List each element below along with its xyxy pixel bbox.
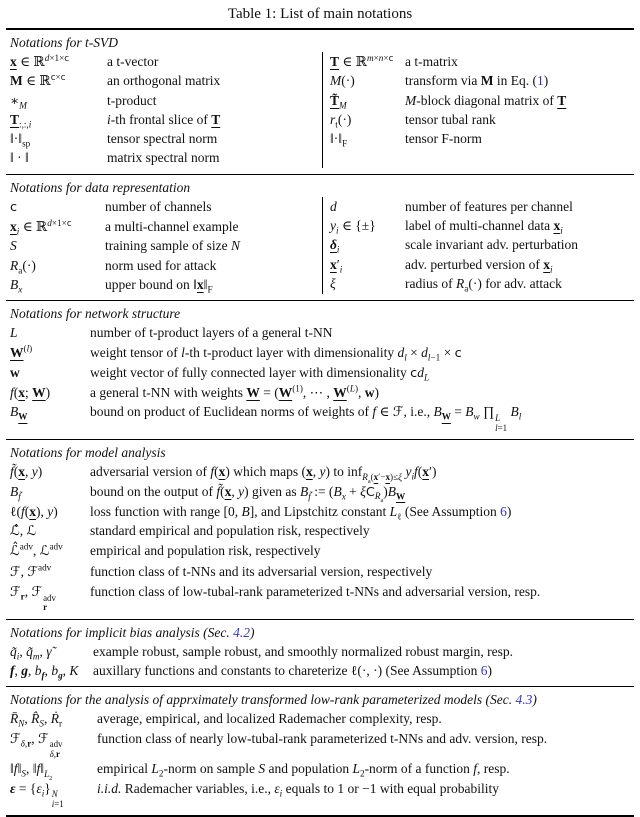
ref-link[interactable]: 4.3 (515, 692, 533, 708)
notation-row (10, 217, 322, 236)
notation-row (10, 402, 630, 433)
notation-description: scale invariant adv. perturbation (405, 237, 579, 253)
notation-symbol: f̃(x, y) (10, 464, 43, 480)
notation-row (10, 383, 630, 402)
column-left (10, 52, 322, 168)
notation-description: label of multi-channel data $x_i$ (405, 218, 563, 236)
notation-description: a multi-channel example (105, 219, 239, 235)
notation-symbol: $T̃_M$ (330, 92, 347, 111)
notation-row (10, 541, 630, 561)
notation-symbol: $‖\cdot‖_F$ (330, 131, 348, 149)
notation-row (10, 91, 322, 110)
section-columns (10, 197, 630, 294)
notation-symbol: ‖ · ‖ (10, 150, 29, 166)
section-rows (10, 462, 630, 613)
notation-symbol: $R̄_N$, $R̂_S$, Ṙ$_r$ (10, 711, 63, 729)
notation-row (10, 582, 630, 613)
notation-row (10, 502, 630, 521)
section-implicit-bias (6, 619, 634, 687)
notation-description: transform via M in Eq. (1) (405, 73, 549, 89)
ref-link[interactable]: 6 (480, 662, 488, 678)
notation-symbol: f, g, $b_f$, $b_g$, K (10, 662, 79, 681)
notation-row (330, 197, 630, 216)
notation-description: function class of low-tubal-rank parameterized t-NNs and adversarial version, resp. (90, 584, 541, 600)
notation-description: empirical and population risk, respectively (90, 543, 321, 559)
notation-symbol: S (10, 238, 17, 254)
notation-symbol: $x'_i$ (330, 256, 343, 275)
section-rows (10, 323, 630, 433)
notation-symbol: $R_a(\cdot)$ (10, 257, 36, 276)
notation-description: tensor spectral norm (107, 131, 218, 147)
notation-symbol: M ∈ ℝ$^{c\times c}$ (10, 71, 66, 89)
notation-row (10, 562, 630, 582)
notation-row (10, 779, 630, 810)
notation-description: number of channels (105, 198, 212, 214)
notation-row (330, 52, 630, 71)
notation-description: a t-vector (107, 54, 159, 69)
section-heading: Notations for t-SVD (10, 35, 119, 50)
notation-row (10, 462, 630, 485)
notation-row (10, 482, 630, 505)
notation-row (10, 256, 322, 275)
column-right (322, 197, 630, 294)
notation-description: M-block diagonal matrix of T (405, 92, 567, 108)
column-right (322, 52, 630, 168)
notation-row (10, 729, 630, 760)
notation-row (330, 255, 630, 274)
notation-row (10, 71, 322, 90)
notation-symbol: d (330, 198, 337, 214)
notation-symbol: x ∈ ℝ$^{d\times 1\times c}$ (10, 52, 70, 69)
notation-row (10, 275, 322, 294)
section-heading: Notations for implicit bias analysis (Sec. 4.2) (10, 624, 255, 640)
notation-symbol: T ∈ ℝ$^{m\times n\times c}$ (330, 52, 394, 69)
section-rows (10, 642, 630, 681)
notation-description: adversarial version of f(x) which maps (x, y) to inf$_{R_a(x'-x)\le\xi}$ $y_if(x')$ (90, 464, 437, 485)
notation-symbol: $∗_M$ (10, 92, 27, 111)
notation-description: weight vector of fully connected layer with dimensionality $cd_L$ (90, 364, 430, 383)
section-heading: Notations for model analysis (10, 445, 166, 461)
notation-symbol: ℱ$_{\delta,r}$, ℱ adv δ,r (10, 730, 63, 759)
notation-description: function class of t-NNs and its adversarial version, respectively (90, 563, 433, 579)
notation-description: empirical $L_2$-norm on sample S and population $L_2$-norm of a function f, resp. (97, 761, 510, 779)
table-caption: Table 1: List of main notations (227, 6, 413, 22)
notation-symbol: $‖f‖_S$, $‖f‖_{L_2}$ (10, 761, 53, 782)
section-t-svd (6, 30, 634, 174)
notation-row (330, 129, 630, 148)
notation-description: matrix spectral norm (107, 150, 220, 166)
notation-symbol: $\delta_i$ (330, 237, 340, 256)
notation-description: adv. perturbed version of $x_i$ (405, 256, 553, 275)
notation-row (10, 52, 322, 71)
notation-symbol: $\varepsilon = \{\varepsilon_i\}$ N i=1 (10, 780, 64, 809)
notation-description: loss function with range [0, B], and Lipstchitz constant $L_\ell$ (See Assumption 6) (90, 503, 512, 522)
section-low-rank-models (6, 686, 634, 815)
notation-symbol: ℱ$_r$, ℱ adv r (10, 584, 56, 613)
notation-row (10, 323, 630, 342)
notation-row (10, 709, 630, 728)
notation-symbol: $x_i$ ∈ ℝ$^{d\times 1\times c}$ (10, 217, 72, 237)
section-heading: Notations for network structure (10, 306, 181, 322)
notation-description: radius of $R_a(\cdot)$ for adv. attack (405, 275, 562, 294)
section-heading: Notations for data representation (10, 179, 191, 195)
notation-symbol: w (10, 364, 20, 380)
notation-description: number of t-product layers of a general t-NN (90, 325, 333, 341)
notation-description: upper bound on $‖x‖_F$ (105, 276, 213, 295)
notation-symbol: $B_W$ (10, 404, 28, 423)
section-data-representation (6, 174, 634, 300)
section-heading: Notations for the analysis of apprximately transformed low-rank parameterized models (Sec. 4.3) (10, 692, 537, 708)
notation-symbol: ℓ(f(x), y) (10, 503, 58, 519)
notation-row (10, 642, 630, 661)
column-left (10, 197, 322, 294)
notation-description: a t-matrix (405, 54, 458, 69)
notation-symbol: $B_{f̃}$ (10, 483, 21, 502)
notation-row (10, 521, 630, 541)
notation-row (330, 91, 630, 110)
notation-row (10, 661, 630, 680)
notation-description: i.i.d. Rademacher variables, i.e., $\varepsilon_i$ equals to 1 or −1 with equal probability (97, 780, 500, 799)
notation-row (10, 110, 322, 129)
notation-description: bound on product of Euclidean norms of weights of f ∈ ℱ, i.e., $B_W = B_w$ ∏ L l=1 $B_l$ (90, 404, 522, 433)
notation-symbol: $y_i$ ∈ {±} (330, 218, 376, 236)
notation-symbol: L (10, 325, 18, 341)
notation-symbol: ℒ̂$^{adv}$, ℒ$^{adv}$ (10, 541, 63, 560)
notation-description: example robust, sample robust, and smoothly normalized robust margin, resp. (93, 643, 514, 659)
section-model-analysis (6, 439, 634, 619)
notation-symbol: ℒ̂, ℒ (10, 523, 37, 540)
notation-symbol: $T_{:,:,i}$ (10, 111, 32, 130)
notation-row (330, 274, 630, 293)
section-network-structure (6, 300, 634, 439)
notation-row (10, 148, 322, 167)
notation-row (330, 110, 630, 129)
notation-symbol: ξ (330, 275, 336, 291)
section-rows (10, 709, 630, 809)
notation-symbol: ℱ, ℱ$^{adv}$ (10, 562, 52, 580)
notation-row (330, 216, 630, 235)
notation-symbol: $‖\cdot‖_{sp}$ (10, 131, 31, 149)
notation-description: norm used for attack (105, 257, 217, 273)
notation-description: average, empirical, and localized Rademacher complexity, resp. (97, 711, 442, 727)
notation-table (6, 28, 634, 817)
notation-row (10, 236, 322, 255)
ref-link[interactable]: 4.2 (233, 624, 250, 640)
notation-row (330, 235, 630, 254)
notation-description: an orthogonal matrix (107, 73, 221, 89)
notation-symbol: f(x; W) (10, 385, 51, 401)
notation-row (10, 343, 630, 363)
ref-link[interactable]: 6 (500, 503, 507, 519)
notation-row (330, 71, 630, 90)
ref-link[interactable]: 1 (536, 73, 544, 89)
notation-description: weight tensor of l-th t-product layer with dimensionality $d_l \times d_{l-1} \times c$ (90, 344, 462, 363)
notation-description: number of features per channel (405, 198, 573, 214)
notation-description: bound on the output of f̃(x, y) given as $B_{f̃}$ := $(B_x + \xi C_{R_a})B_W$ (90, 483, 406, 505)
notation-description: function class of nearly low-tubal-rank parameterized t-NNs and adv. version, resp. (97, 730, 548, 746)
notation-row (10, 197, 322, 217)
notation-description: t-product (107, 92, 157, 108)
notation-symbol: $q̃_i$, $q̃_m$, γ̃ (10, 643, 52, 662)
notation-symbol: $B_x$ (10, 276, 23, 295)
section-columns (10, 52, 630, 168)
notation-description: tensor F-norm (405, 131, 482, 147)
notation-symbol: M(·) (330, 73, 355, 89)
notation-description: i-th frontal slice of T (107, 111, 221, 127)
notation-symbol: $W^{(l)}$ (10, 343, 33, 360)
notation-row (10, 363, 630, 383)
notation-description: auxillary functions and constants to chareterize ℓ(·, ·) (See Assumption 6) (93, 662, 492, 678)
notation-description: training sample of size N (105, 238, 240, 254)
notation-row (10, 129, 322, 148)
notation-symbol: c (10, 199, 18, 215)
notation-description: tensor tubal rank (405, 111, 496, 127)
notation-description: a general t-NN with weights $W = (W^{(1)}$, ⋯ , $W^{(L)}$, w) (90, 383, 380, 401)
notation-row (10, 759, 630, 782)
notation-symbol: $r_t(\cdot)$ (330, 111, 352, 130)
notation-description: standard empirical and population risk, respectively (90, 523, 370, 539)
